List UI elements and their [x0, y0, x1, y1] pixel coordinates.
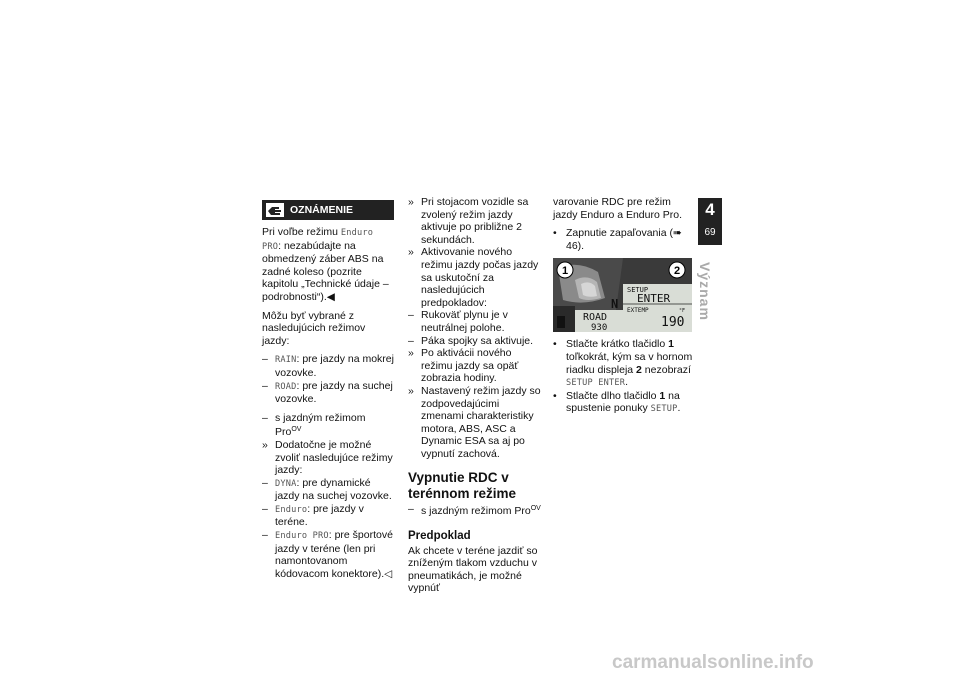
list-item-enduro: – Enduro: pre jazdy v teréne.	[262, 502, 364, 529]
list-item-road: – ROAD: pre jazdy na suchej vozovke.	[262, 379, 393, 406]
section-heading: Vypnutie RDC v terénnom režime	[408, 470, 517, 501]
list-item-standstill: » Pri stojacom vozidle sa zvolený režim jazdy aktivuje po približne 2 sekundách.	[408, 196, 529, 246]
list-item-retained: » Nastavený režim jazdy so zodpovedajúcimi zmenami charakteristiky motora, ABS, ASC a Dynamic ESA sa aj po vypnutí zachová.	[408, 384, 541, 460]
list-item-clock: » Po aktivácii nového režimu jazdy sa opäť zobrazia hodiny.	[408, 347, 519, 385]
list-item-clutch: – Páka spojky sa aktivuje.	[408, 334, 534, 347]
handlebar-display-photo	[553, 258, 692, 332]
list-item-short-press: • Stlačte krátko tlačidlo 1 toľkokrát, kým sa v hornom riadku displeja 2 nezobrazí SETUP ENTER.	[553, 338, 693, 389]
list-item-dyna: – DYNA: pre dynamické jazdy na suchej vozovke.	[262, 476, 392, 503]
subsection-heading: Predpoklad	[408, 530, 471, 543]
list-item-rain: – RAIN: pre jazdy na mokrej vozovke.	[262, 353, 394, 379]
column-2	[408, 196, 543, 601]
list-item-additional: » Dodatočne je možné zvoliť nasledujúce režimy jazdy:	[262, 438, 393, 477]
modes-intro: Môžu byť vybrané z nasledujúcich režimov jazdy:	[262, 309, 366, 347]
watermark: carmanualsonline.info	[612, 652, 814, 673]
display-gear: N	[611, 297, 619, 312]
display-mode: ROAD	[583, 312, 608, 324]
display-enter: ENTER	[637, 292, 671, 306]
pro-condition: – s jazdným režimom Pro$^{OV}$	[408, 503, 541, 518]
display-unit: °F	[679, 308, 686, 315]
list-item-throttle: – Rukoväť plynu je v neutrálnej polohe.	[408, 309, 508, 334]
display-extemp: EXTEMP	[627, 307, 649, 315]
callout-2: 2	[673, 265, 681, 278]
pro-condition: – s jazdným režimom Pro$^{OV}$	[262, 411, 366, 439]
display-setup: SETUP	[627, 286, 649, 295]
notice-text: Pri voľbe režimu Enduro PRO: nezabúdajte na obmedzený záber ABS na zadné koleso (pozrite kapitolu „Technické údaje – podrobnosti“).◀	[262, 226, 389, 303]
column-1	[262, 200, 394, 580]
mode-code: Enduro PRO	[262, 228, 374, 252]
rdc-text: varovanie RDC pre režim jazdy Enduro a Enduro Pro.	[553, 196, 682, 221]
list-item-ignition: • Zapnutie zapaľovania (➠ 46).	[553, 227, 682, 252]
prerequisite-text: Ak chcete v teréne jazdiť so zníženým tlakom vzduchu v pneumatikách, je možné vypnúť	[408, 544, 538, 595]
notice-banner	[262, 200, 394, 220]
end-marker-icon: ◁	[384, 567, 393, 580]
list-item-enduro-pro: – Enduro PRO: pre športové jazdy v teréne (len pri namontovanom kódovacom konektore).◁	[262, 529, 393, 580]
page-number: 69	[704, 227, 716, 238]
chapter-number: 4	[705, 200, 715, 219]
list-item-while-riding: » Aktivovanie nového režimu jazdy počas jazdy sa uskutoční za nasledujúcich predpokladov:	[408, 246, 539, 309]
notice-title: OZNÁMENIE	[290, 203, 353, 216]
list-item-long-press: • Stlačte dlho tlačidlo 1 na spustenie ponuky SETUP.	[553, 389, 681, 415]
display-odo: 930	[591, 323, 608, 333]
page-ref-arrow-icon: ➠	[672, 227, 682, 240]
chapter-title: Význam	[697, 262, 713, 321]
photo-illustration	[553, 258, 692, 332]
callout-1: 1	[561, 265, 569, 278]
end-marker-icon: ◀	[326, 290, 335, 303]
column-3	[553, 196, 693, 416]
notice-hand-icon	[266, 202, 284, 218]
display-temp: 190	[661, 315, 685, 331]
